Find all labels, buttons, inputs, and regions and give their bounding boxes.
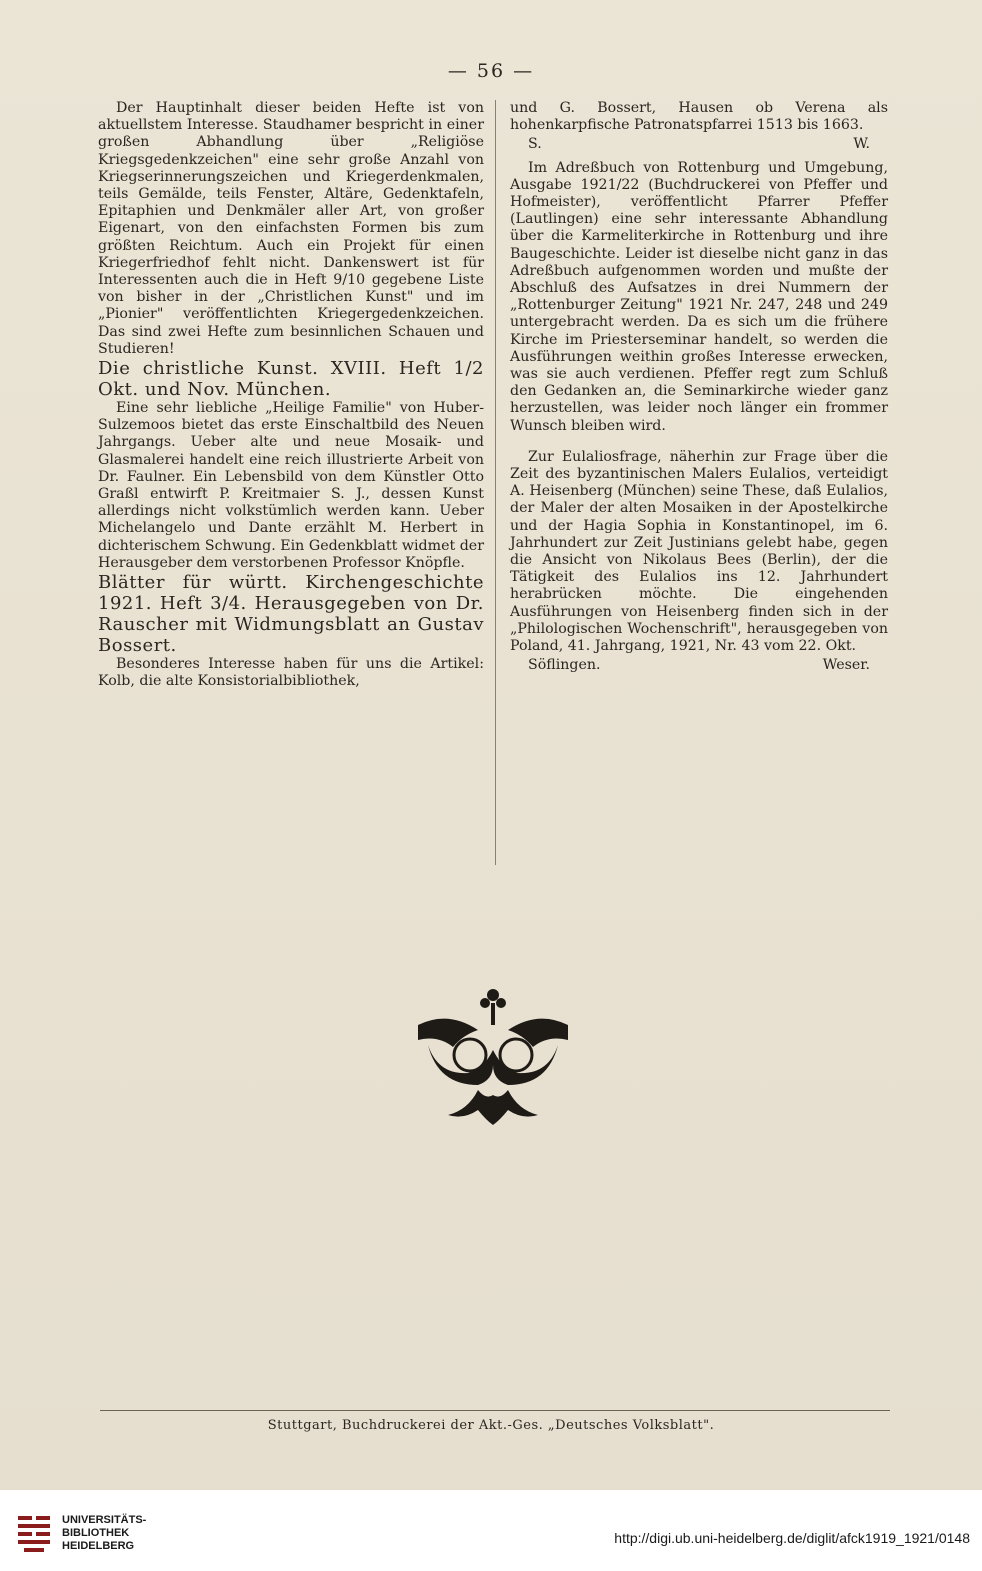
left-paragraph-3: Besonderes Interesse haben für uns die Artikel: Kolb, die alte Konsistorialbibliothek, — [98, 656, 484, 690]
right-paragraph-3: Zur Eulaliosfrage, näherhin zur Frage über die Zeit des byzantinischen Malers Eulalios, verteidigt A. Heisenberg (München) seine These, daß Eulalios, der Maler der alten Mosaiken in der Apostelkirche und der Hagia Sophia in Konstantinopel, im 6. Jahrhundert zur Zeit Justinians gelebt habe, gegen die Ansicht von Nikolaus Bees (Berlin), der die Tätigkeit des Eulalios ins 12. Jahrhundert herabrücken möchte. Die eingehenden Ausführungen von Heisenberg finden sich in der „Philologischen Wochenschrift", herausgegeben von Poland, 41. Jahrgang, 1921, Nr. 43 vom 22. Okt. — [510, 448, 888, 655]
library-footer — [0, 1490, 982, 1571]
library-logo-icon[interactable] — [14, 1510, 54, 1556]
signature-1 — [510, 136, 888, 153]
imprint: Stuttgart, Buchdruckerei der Akt.-Ges. „Deutsches Volksblatt". — [267, 1418, 715, 1433]
column-divider — [495, 100, 496, 865]
heading-christliche-kunst: Die christliche Kunst. XVIII. Heft 1/2 Okt. und Nov. München. — [98, 358, 484, 401]
source-url-link[interactable]: http://digi.ub.uni-heidelberg.de/diglit/afck1919_1921/0148 — [614, 1530, 970, 1546]
left-column — [98, 100, 484, 690]
left-paragraph-2: Eine sehr liebliche „Heilige Familie" von Huber-Sulzemoos bietet das erste Einschaltbild des Neuen Jahrgangs. Ueber alte und neue Mosaik- und Glasmalerei handelt eine reich illustrierte Arbeit von Dr. Faulner. Ein Lebensbild von dem Künstler Otto Graßl entwirft P. Kreitmaier S. J., dessen Kunst allerdings nicht volkstümlich werden kann. Ueber Michelangelo und Dante erzählt M. Herbert in dichterischem Schwung. Ein Gedenkblatt widmet der Herausgeber dem verstorbenen Professor Knöpfle. — [98, 400, 484, 571]
ornament-icon — [408, 985, 578, 1130]
right-paragraph-1: und G. Bossert, Hausen ob Verena als hohenkarpfische Patronatspfarrei 1513 bis 1663. — [510, 100, 888, 134]
signature-2-right: Weser. — [822, 657, 870, 674]
right-column — [510, 100, 888, 681]
heading-blaetter: Blätter für württ. Kirchengeschichte 1921. Heft 3/4. Herausgegeben von Dr. Rauscher mit Widmungsblatt an Gustav Bossert. — [98, 572, 484, 657]
library-name: UNIVERSITÄTS- BIBLIOTHEK HEIDELBERG — [62, 1514, 147, 1552]
page-number: — 56 — — [447, 60, 535, 82]
footer-rule — [100, 1410, 890, 1411]
signature-1-right: W. — [853, 136, 870, 153]
left-paragraph-1: Der Hauptinhalt dieser beiden Hefte ist von aktuellstem Interesse. Staudhamer bespricht in einer großen Abhandlung über „Religiöse Kriegsgedenkzeichen" eine sehr große Anzahl von Kriegserinnerungszeichen und Kriegerdenkmalen, teils Gemälde, teils Fenster, Altäre, Gedenktafeln, Epitaphien und Denkmäler aller Art, von großer Eigenart, von den einfachsten Formen bis zum größten Reichtum. Auch ein Projekt für einen Kriegerfriedhof fehlt nicht. Dankenswert ist für Interessenten auch die in Heft 9/10 gegebene Liste von bisher in der „Christlichen Kunst" und im „Pionier" veröffentlichten Kriegergedenkzeichen. Das sind zwei Hefte zum besinnlichen Schauen und Studieren! — [98, 100, 484, 357]
signature-1-left: S. — [528, 136, 542, 153]
signature-2-left: Söflingen. — [528, 657, 601, 674]
signature-2 — [510, 657, 888, 674]
right-paragraph-2: Im Adreßbuch von Rottenburg und Umgebung, Ausgabe 1921/22 (Buchdruckerei von Pfeffer und Hofmeister), veröffentlicht Pfarrer Pfeffer (Lautlingen) eine sehr interessante Abhandlung über die Karmeliterkirche in Rottenburg und ihre Baugeschichte. Leider ist dieselbe nicht ganz in das Adreßbuch aufgenommen worden und mußte der Abschluß des Aufsatzes in drei Nummern der „Rottenburger Zeitung" 1921 Nr. 247, 248 und 249 untergebracht werden. Da es sich um die frühere Kirche im Priesterseminar handelt, so werden die Ausführungen weithin großes Interesse erwecken, was sie auch verdienen. Pfeffer regt zum Schluß den Gedanken an, die Seminarkirche wieder ganz herzustellen, was leider noch länger ein frommer Wunsch bleiben wird. — [510, 159, 888, 434]
